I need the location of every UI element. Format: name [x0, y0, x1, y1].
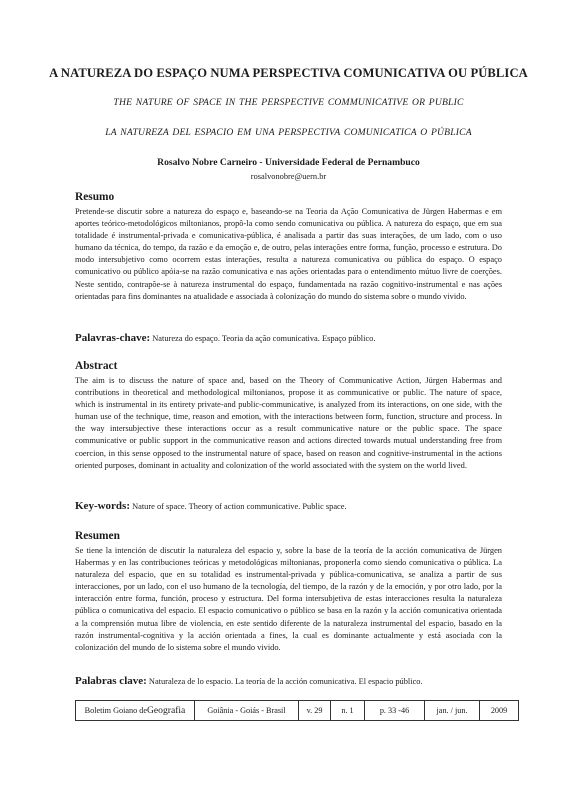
- palavras-chave-text: Natureza do espaço. Teoria da ação comunicativa. Espaço público.: [152, 334, 376, 343]
- palabras-clave: [75, 675, 515, 687]
- palavras-chave-label: Palavras-chave:: [75, 332, 151, 344]
- footer-volume: v. 29: [298, 701, 330, 720]
- footer-journal-name: [76, 701, 194, 720]
- article-subtitle-spanish: LA NATUREZA DEL ESPACIO EM UNA PERSPECTIVA COMUNICATICA O PÚBLICA: [105, 127, 472, 138]
- palabras-clave-text: Naturaleza de lo espacio. La teoría de la acción comunicativa. El espacio público.: [148, 677, 423, 686]
- resumen-text: Se tiene la intención de discutir la naturaleza del espacio y, sobre la base de la teoría de la acción comunicativa de Jürgen Habermas y en las contribuciones teóricas y metodológicas miltonianas, proponerla como siendo comunicativa o pública. La naturaleza del espacio, que en su totalidad es instrumental-privada y pública-comunicativa, se analiza a partir de sus interacciones, por un lado, con el uso humano de la tecnología, del tiempo, de la razón y de la emoción, y por otro lado, por la interacción entre forma, función, proceso y estructura. Del forma intersubjetiva de estas interacciones resulta la naturaleza pública o comunicativa del espacio. El espacio comunicativo o público se basa en la razón y la acción comunicativa orientada a la comprensión mutua libre de violencia, en este sentido diferente de la naturaleza instrumental del espacio, basado en la razón instrumental-cognitiva y la acción orientada a fines, la cual es dominante actualmente y está asociada con la colonización del mundo de lo sistema sobre el mundo vivido.: [75, 546, 502, 652]
- footer-number: n. 1: [330, 701, 364, 720]
- footer-pages: p. 33 -46: [364, 701, 424, 720]
- palavras-chave: [75, 332, 515, 344]
- abstract-text: The aim is to discuss the nature of space and, based on the Theory of Communicative Action, Jürgen Habermas and contributions in theoretical and methodological miltonianos, propose it as communicative or public. The nature of space, which is instrumental in its entirety private-and public-communicative, is analyzed from its interactions, on one side, with the human use of the technique, time, reason and emotion, with the interactions between form, function, structure and process. In the way intersubjective these interactions occur as a result communicative nature or the public space. The space communicative or public support in the communicative reason and actions directed towards mutual understanding free from coercion, in this sense opposed to the instrumental nature of space, based on reason and cognitive-instrumental in the actions oriented purposes, dominant in actuality and colonization of the world associated with the system on the world lived.: [75, 376, 502, 470]
- footer-year: 2009: [479, 701, 518, 720]
- footer-journal-name-part2: Geografia: [146, 705, 186, 716]
- footer-months: jan. / jun.: [424, 701, 479, 720]
- footer-journal-name-part1: Boletim Goiano de: [84, 706, 147, 715]
- resumen-heading: Resumen: [75, 530, 120, 542]
- author-affiliation: Rosalvo Nobre Carneiro - Universidade Federal de Pernambuco: [157, 157, 420, 168]
- key-words-text: Nature of space. Theory of action communicative. Public space.: [132, 502, 347, 511]
- author-email: rosalvonobre@uern.br: [250, 172, 327, 181]
- key-words-label: Key-words:: [75, 500, 130, 512]
- footer-place: Goiânia - Goiás - Brasil: [194, 701, 298, 720]
- palabras-clave-label: Palabras clave:: [75, 675, 147, 687]
- resumo-text: Pretende-se discutir sobre a natureza do espaço e, baseando-se na Teoria da Ação Comunicativa de Jürgen Habermas e em aportes teórico-metodológicos miltonianos, propô-la como sendo comunicativa ou pública. A natureza do espaço, que em sua totalidade é instrumental-privada e comunicativa-pública, é analisada a partir das suas interações, de um lado, com o uso humano da técnica, do tempo, da razão e da emoção e, de outro, pelas interações entre forma, função, processo e estrutura. Do modo intersubjetivo como ocorrem estas interações, resulta a natureza comunicativa ou pública do espaço. O espaço comunicativo ou público apóia-se na razão comunicativa e nas ações orientadas para o entendimento mútuo livre de coerções. Neste sentido, contrapõe-se à natureza instrumental do espaço, fundamentada na razão cognitivo-instrumental e nas ações orientadas para fins dominantes na atualidade e associada à colonização do mundo do sistema sobre o mundo vivido.: [75, 207, 502, 301]
- resumo-heading: Resumo: [75, 191, 115, 203]
- key-words: [75, 500, 515, 512]
- article-subtitle-english: THE NATURE OF SPACE IN THE PERSPECTIVE COMMUNICATIVE OR PUBLIC: [113, 97, 464, 108]
- journal-citation-bar: [75, 700, 519, 721]
- article-title: A NATUREZA DO ESPAÇO NUMA PERSPECTIVA COMUNICATIVA OU PÚBLICA: [49, 66, 528, 80]
- abstract-heading: Abstract: [75, 360, 118, 372]
